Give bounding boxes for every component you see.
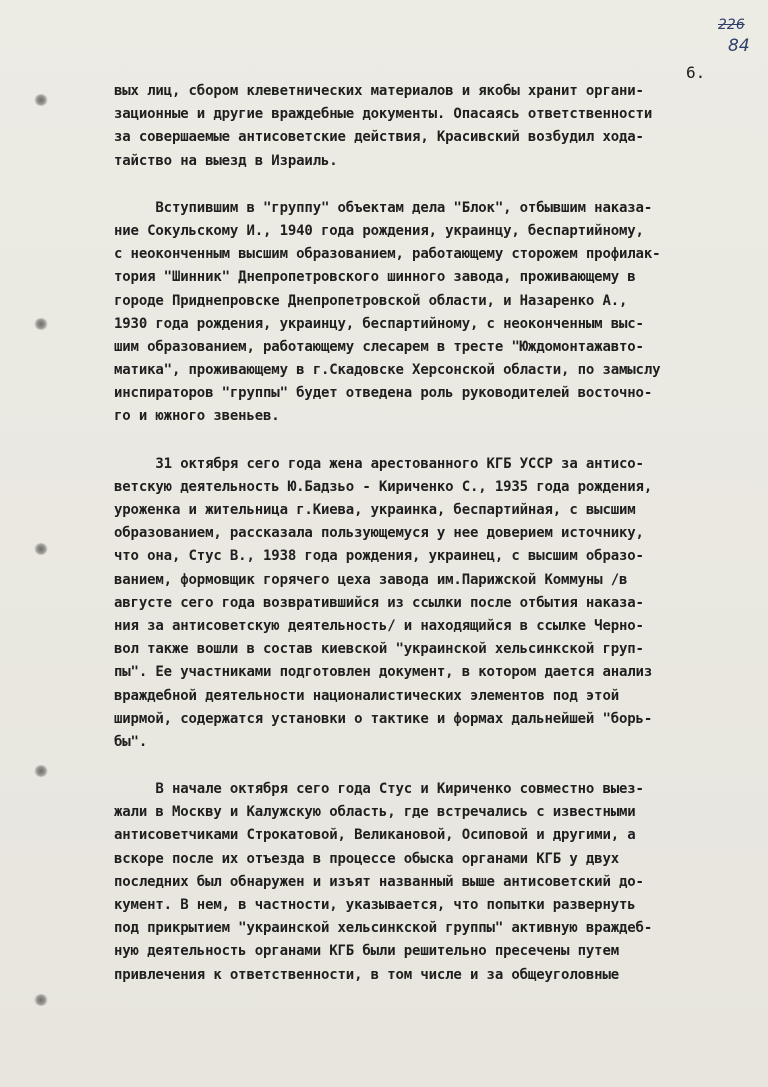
text-line: уроженка и жительница г.Киева, украинка, беспартийная, с высшим [114, 502, 636, 518]
text-line: инспираторов "группы" будет отведена роль руководителей восточно- [114, 385, 653, 402]
text-line: ширмой, содержатся установки о тактике и формах дальнейшей "борь- [114, 710, 653, 727]
punch-hole [34, 318, 48, 330]
text-line: пы". Ее участниками подготовлен документ, в котором дается анализ [114, 664, 653, 681]
punch-hole [34, 543, 48, 555]
text-line: вол также вошли в состав киевской "украинской хельсинкской груп- [114, 641, 644, 658]
punch-hole [34, 765, 48, 777]
page-number: 6. [686, 63, 706, 82]
text-line: ную деятельность органами КГБ были решительно пресечены путем [114, 943, 620, 960]
text-line: городе Приднепровске Днепропетровской области, и Назаренко А., [114, 292, 628, 309]
text-line: В начале октября сего года Стус и Кириченко совместно выез- [114, 781, 644, 798]
text-line: 1930 года рождения, украинцу, беспартийному, с неоконченным выс- [114, 315, 644, 332]
text-line: антисоветчиками Строкатовой, Великановой, Осиповой и другими, а [114, 827, 636, 844]
text-line: го и южного звеньев. [114, 408, 280, 425]
text-line: тория "Шинник" Днепропетровского шинного завода, проживающему в [114, 269, 636, 286]
text-line: матика", проживающему в г.Скадовске Херсонской области, по замыслу [114, 362, 661, 379]
text-line: бы". [114, 733, 148, 750]
text-line: привлечения к ответственности, в том числе и за общеуголовные [114, 966, 620, 983]
text-line: вых лиц, сбором клеветнических материалов и якобы хранит органи- [114, 83, 644, 99]
punch-hole [34, 994, 48, 1006]
text-line: ния за антисоветскую деятельность/ и находящийся в ссылке Черно- [114, 617, 644, 634]
text-line: ванием, формовщик горячего цеха завода им.Парижской Коммуны /в [114, 571, 628, 588]
text-line: 31 октября сего года жена арестованного КГБ УССР за антисо- [114, 455, 644, 472]
text-line: под прикрытием "украинской хельсинкской группы" активную враждеб- [114, 920, 653, 937]
text-line: образованием, рассказала пользующемуся у нее доверием источнику, [114, 525, 644, 542]
text-line: Вступившим в "группу" объектам дела "Блок", отбывшим наказа- [114, 199, 653, 216]
archive-sheet-number [706, 18, 756, 55]
text-line: враждебной деятельности националистических элементов под этой [114, 687, 620, 704]
archive-number-crossed: 226 [718, 17, 745, 33]
archive-number-current: 84 [728, 36, 750, 56]
text-line: августе сего года возвратившийся из ссылки после отбытия наказа- [114, 594, 644, 611]
text-line: жали в Москву и Калужскую область, где встречались с известными [114, 804, 636, 821]
text-line: с неоконченным высшим образованием, работающему сторожем профилак- [114, 246, 661, 263]
text-line: вскоре после их отъезда в процессе обыска органами КГБ у двух [114, 850, 620, 867]
text-line: шим образованием, работающему слесарем в тресте "Юждомонтажавто- [114, 338, 644, 355]
punch-hole [34, 94, 48, 106]
paragraph [114, 197, 754, 429]
text-line: кумент. В нем, в частности, указывается, что попытки развернуть [114, 897, 636, 913]
text-line: ветскую деятельность Ю.Бадзьо - Кириченко С., 1935 года рождения, [114, 478, 653, 495]
paragraph [114, 778, 754, 987]
text-line: что она, Стус В., 1938 года рождения, украинец, с высшим образо- [114, 548, 644, 565]
text-line: последних был обнаружен и изъят названный выше антисоветский до- [114, 873, 644, 890]
text-line: тайство на выезд в Израиль. [114, 152, 338, 169]
paragraph [114, 80, 754, 173]
document-body [114, 80, 754, 1011]
text-line: зационные и другие враждебные документы. Опасаясь ответственности [114, 106, 653, 123]
paragraph [114, 453, 754, 754]
text-line: ние Сокульскому И., 1940 года рождения, украинцу, беспартийному, [114, 222, 644, 239]
text-line: за совершаемые антисоветские действия, Красивский возбудил хода- [114, 129, 644, 146]
